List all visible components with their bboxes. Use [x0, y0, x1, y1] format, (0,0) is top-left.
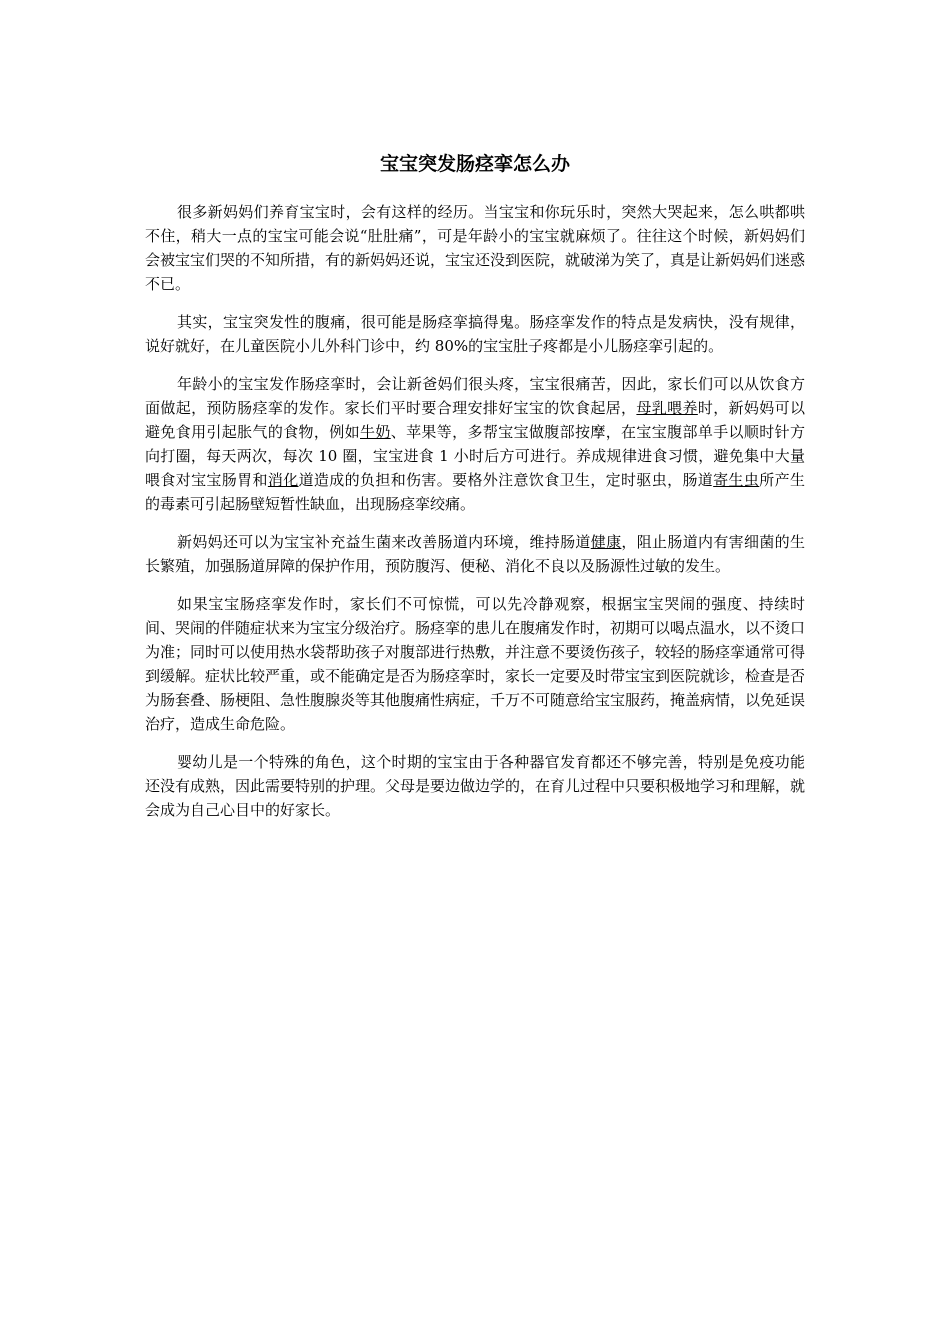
paragraph-text: ，阻止肠道内有害细菌的生长繁殖，加强肠道屏障的保护作用，预防腹泻、便秘、消化不良以及肠源性过敏的发生。: [145, 533, 805, 575]
inline-link[interactable]: 消化: [267, 471, 299, 489]
paragraph: [145, 200, 805, 296]
paragraph-text: 时，新妈妈可以避免食用引起胀气的食物，例如: [145, 399, 805, 441]
paragraph-text: 、苹果等，多帮宝宝做腹部按摩，在宝宝腹部单手以顺时针方向打圈，每天两次，每次 10 圈，宝宝进食 1 小时后方可进行。养成规律进食习惯，避免集中大量喂食对宝宝肠胃和: [145, 423, 805, 489]
paragraph-text: 很多新妈妈们养育宝宝时，会有这样的经历。当宝宝和你玩乐时，突然大哭起来，怎么哄都哄不住，稍大一点的宝宝可能会说“肚肚痛”，可是年龄小的宝宝就麻烦了。往往这个时候，新妈妈们会被宝宝们哭的不知所措，有的新妈妈还说，宝宝还没到医院，就破涕为笑了，真是让新妈妈们迷惑不已。: [145, 203, 806, 293]
article-title: 宝宝突发肠痉挛怎么办: [379, 153, 570, 175]
paragraph: [145, 310, 805, 358]
inline-link[interactable]: 母乳喂养: [636, 399, 698, 417]
article-body: [145, 200, 805, 836]
inline-link[interactable]: 寄生虫: [713, 471, 760, 489]
paragraph: [145, 530, 805, 578]
inline-link[interactable]: 健康: [590, 533, 622, 551]
inline-link[interactable]: 牛奶: [360, 423, 391, 441]
paragraph-text: 所产生的毒素可引起肠壁短暂性缺血，出现肠痉挛绞痛。: [145, 471, 805, 513]
paragraph: [145, 750, 805, 822]
paragraph-text: 其实，宝宝突发性的腹痛，很可能是肠痉挛搞得鬼。肠痉挛发作的特点是发病快，没有规律，说好就好，在儿童医院小儿外科门诊中，约 80%的宝宝肚子疼都是小儿肠痉挛引起的。: [145, 313, 805, 355]
paragraph-text: 婴幼儿是一个特殊的角色，这个时期的宝宝由于各种器官发育都还不够完善，特别是免疫功能还没有成熟，因此需要特别的护理。父母是要边做边学的，在育儿过程中只要积极地学习和理解，就会成为自己心目中的好家长。: [145, 753, 806, 819]
paragraph: [145, 592, 805, 736]
paragraph: [145, 372, 805, 516]
paragraph-text: 如果宝宝肠痉挛发作时，家长们不可惊慌，可以先冷静观察，根据宝宝哭闹的强度、持续时间、哭闹的伴随症状来为宝宝分级治疗。肠痉挛的患儿在腹痛发作时，初期可以喝点温水，以不烫口为准；同时可以使用热水袋帮助孩子对腹部进行热敷，并注意不要烫伤孩子，较轻的肠痉挛通常可得到缓解。症状比较严重，或不能确定是否为肠痉挛时，家长一定要及时带宝宝到医院就诊，检查是否为肠套叠、肠梗阻、急性腹腺炎等其他腹痛性病症，千万不可随意给宝宝服药，掩盖病情，以免延误治疗，造成生命危险。: [145, 595, 806, 733]
paragraph-text: 道造成的负担和伤害。要格外注意饮食卫生，定时驱虫，肠道: [298, 471, 714, 489]
paragraph-text: 年龄小的宝宝发作肠痉挛时，会让新爸妈们很头疼，宝宝很痛苦，因此，家长们可以从饮食方面做起，预防肠痉挛的发作。家长们平时要合理安排好宝宝的饮食起居，: [145, 375, 805, 417]
paragraph-text: 新妈妈还可以为宝宝补充益生菌来改善肠道内环境，维持肠道: [177, 533, 591, 551]
